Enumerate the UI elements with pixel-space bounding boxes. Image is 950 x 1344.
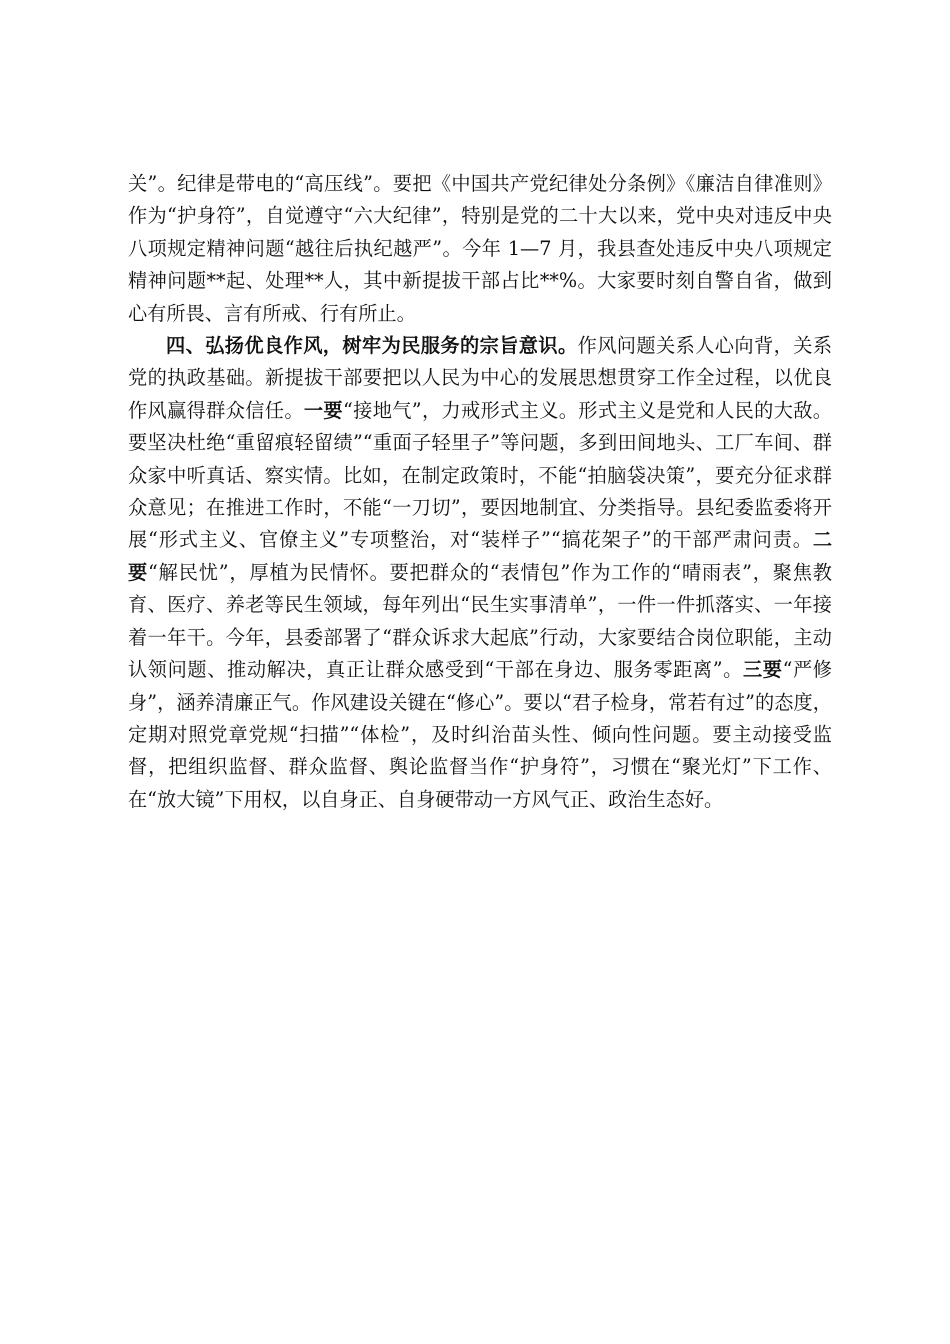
section-heading: 四、弘扬优良作风，树牢为民服务的宗旨意识。 [166,334,578,358]
point-one-text: “接地气”，力戒形式主义。形式主义是党和人民的大敌。要坚决杜绝“重留痕轻留绩”“重面子轻里子”等问题，多到田间地头、工厂车间、群众家中听真话、察实情。比如，在制定政策时，不能“拍脑袋决策”，要充分征求群众意见；在推进工作时，不能“一刀切”，要因地制宜、分类指导。县纪委监委将开展“形式主义、官僚主义”专项整治，对“装样子”“搞花架子”的干部严肃问责。 [128,398,832,552]
point-three-text: “严修身”，涵养清廉正气。作风建设关键在“修心”。要以“君子检身，常若有过”的态度，定期对照党章党规“扫描”“体检”，及时纠治苗头性、倾向性问题。要主动接受监督，把组织监督、群众监督、舆论监督当作“护身符”，习惯在“聚光灯”下工作、在“放大镜”下用权，以自身正、自身硬带动一方风气正、政治生态好。 [128,658,832,811]
point-one-lead: 一要 [303,398,343,422]
paragraph-section-four [128,330,832,816]
point-two-text: “解民忧”，厚植为民情怀。要把群众的“表情包”作为工作的“晴雨表”，聚焦教育、医疗、养老等民生领域，每年列出“民生实事清单”，一件一件抓落实、一年接着一年干。今年，县委部署了“群众诉求大起底”行动，大家要结合岗位职能，主动认领问题、推动解决，真正让群众感受到“干部在身边、服务零距离”。 [128,560,832,682]
section-intro-text: 作风问题关系人心向背，关系党的执政基础。新提拔干部要把以人民为中心的发展思想贯穿工作全过程，以优良作风赢得群众信任。 [128,334,833,422]
document-body [128,168,832,816]
point-two-lead: 二要 [128,528,832,584]
point-three-lead: 三要 [742,658,783,682]
paragraph-continuation: 关”。纪律是带电的“高压线”。要把《中国共产党纪律处分条例》《廉洁自律准则》作为“护身符”，自觉遵守“六大纪律”，特别是党的二十大以来，党中央对违反中央八项规定精神问题“越往后执纪越严”。今年 1—7 月，我县查处违反中央八项规定精神问题**起、处理**人，其中新提拔干部占比**%。大家要时刻自警自省，做到心有所畏、言有所戒、行有所止。 [128,172,832,325]
